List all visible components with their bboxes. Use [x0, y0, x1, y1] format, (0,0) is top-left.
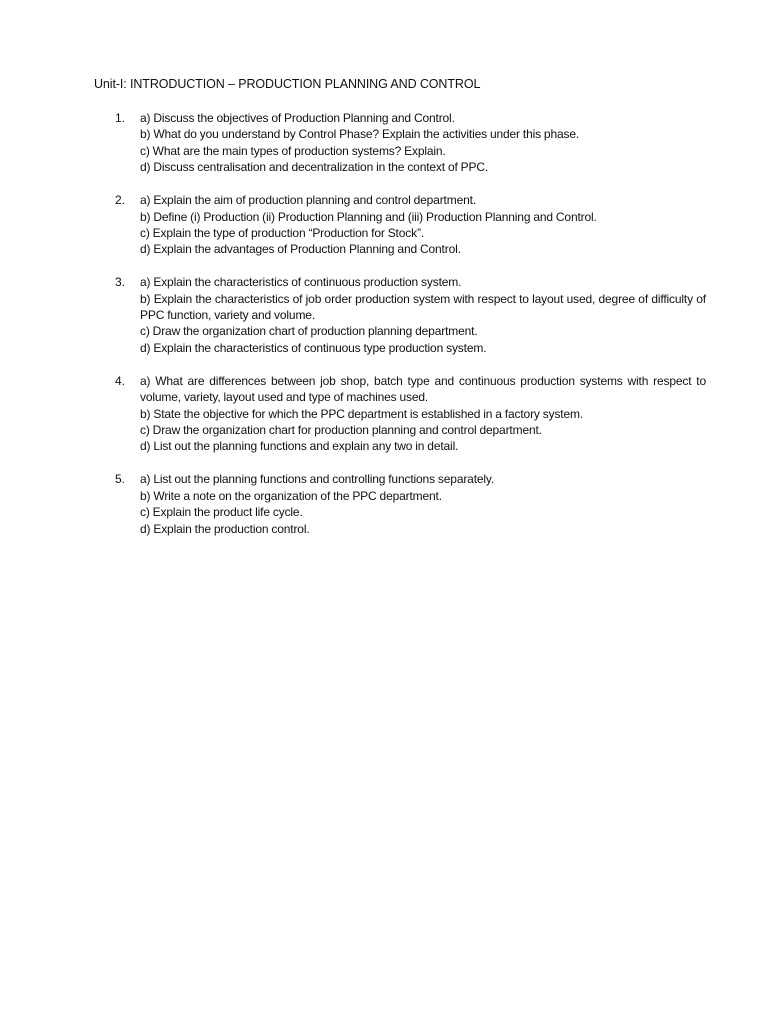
question-item — [94, 192, 706, 258]
question-part: c) Explain the type of production “Production for Stock”. — [140, 225, 424, 240]
question-number: 5. — [115, 472, 126, 487]
question-number: 3. — [115, 275, 126, 290]
question-part: d) Explain the characteristics of continuous type production system. — [140, 340, 487, 355]
question-number: 4. — [115, 373, 126, 388]
question-part: c) Explain the product life cycle. — [140, 505, 303, 520]
question-part: d) Discuss centralisation and decentralization in the context of PPC. — [140, 160, 489, 175]
question-part: d) List out the planning functions and explain any two in detail. — [140, 439, 459, 454]
question-part: d) Explain the production control. — [140, 521, 310, 536]
question-part: a) Explain the characteristics of continuous production system. — [140, 275, 462, 290]
question-part: b) What do you understand by Control Phase? Explain the activities under this phase. — [140, 127, 580, 142]
question-part: c) Draw the organization chart for production planning and control department. — [140, 423, 542, 437]
question-part: c) Draw the organization chart of production planning department. — [140, 324, 478, 339]
question-part: a) Discuss the objectives of Production Planning and Control. — [140, 111, 455, 125]
question-part: b) Explain the characteristics of job order production system with respect to layout used, degree of difficulty of PPC function, variety and volume. — [140, 291, 706, 323]
question-item — [94, 373, 706, 455]
question-part: a) List out the planning functions and controlling functions separately. — [140, 472, 495, 487]
question-item — [94, 274, 706, 356]
question-item — [94, 471, 706, 537]
question-number: 1. — [115, 111, 126, 125]
question-list — [94, 110, 706, 553]
page-title: Unit-I: INTRODUCTION – PRODUCTION PLANNING AND CONTROL — [94, 77, 481, 91]
question-part: a) Explain the aim of production planning and control department. — [140, 193, 476, 208]
question-part: b) State the objective for which the PPC department is established in a factory system. — [140, 406, 584, 421]
question-part: b) Define (i) Production (ii) Production Planning and (iii) Production Planning and Control. — [140, 209, 597, 224]
question-part: a) What are differences between job shop, batch type and continuous production systems with respect to volume, variety, layout used and type of machines used. — [140, 373, 706, 405]
question-part: b) Write a note on the organization of the PPC department. — [140, 488, 442, 503]
question-number: 2. — [115, 193, 126, 208]
question-part: c) What are the main types of production systems? Explain. — [140, 143, 446, 158]
question-part: d) Explain the advantages of Production Planning and Control. — [140, 242, 461, 257]
question-item — [94, 110, 706, 176]
